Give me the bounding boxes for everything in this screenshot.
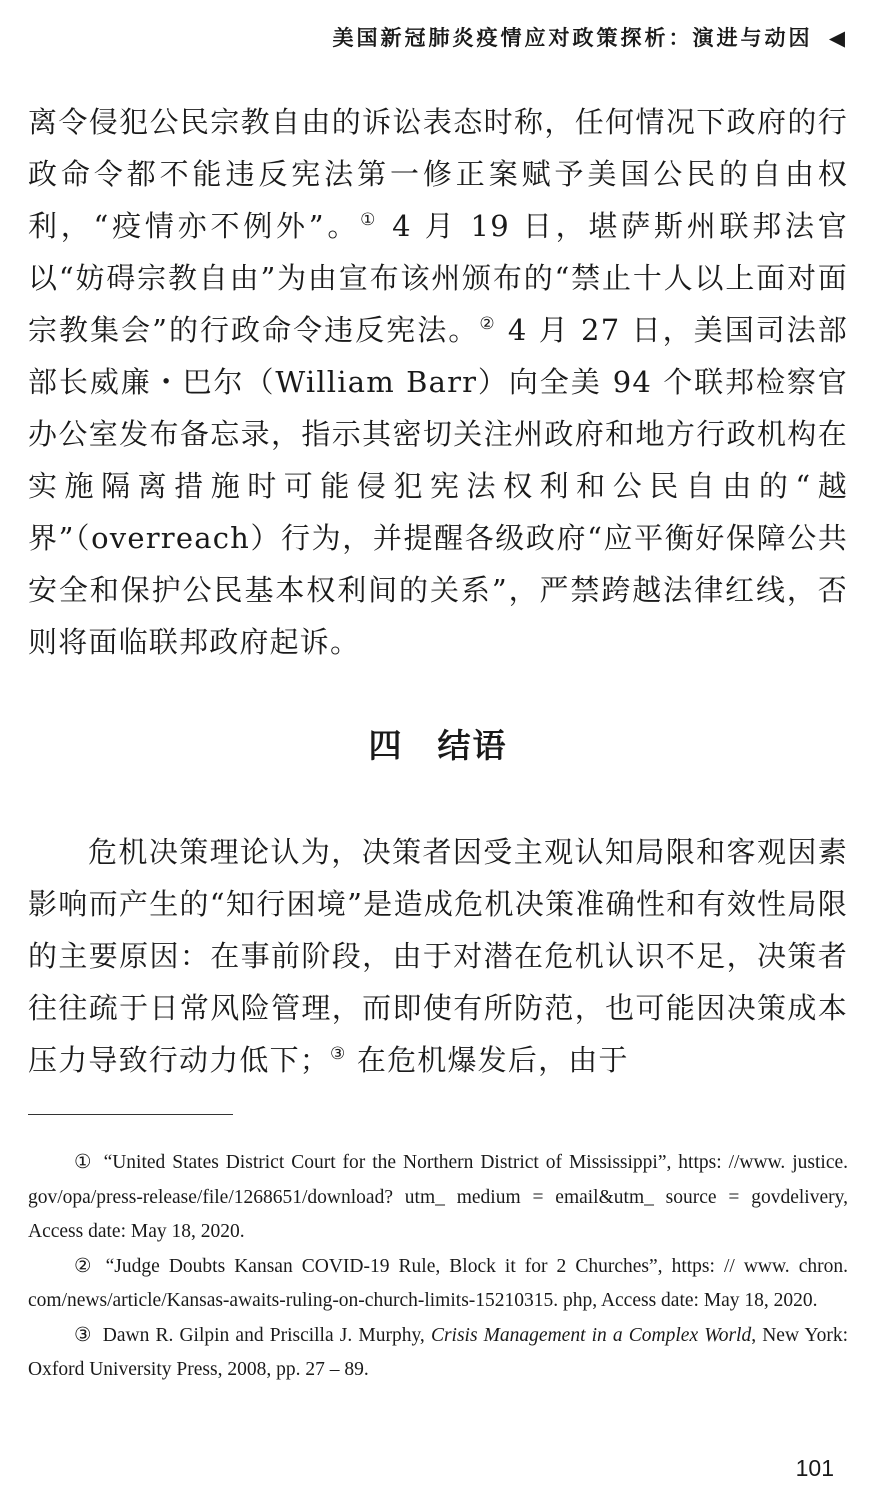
paragraph-text: 4 月 19 日，堪萨斯州联邦法官以“妨碍宗教自由”为由宣布该州颁布的“禁止十人以上面对面宗教集会”的行政命令违反宪法。 bbox=[28, 209, 848, 347]
paragraph-text: 在危机爆发后，由于 bbox=[346, 1043, 629, 1077]
footnote-text: Dawn R. Gilpin and Priscilla J. Murphy, bbox=[102, 1324, 431, 1346]
footnote-number: ③ bbox=[74, 1324, 93, 1346]
footnote-1 bbox=[28, 1146, 848, 1250]
running-header-title: 美国新冠肺炎疫情应对政策探析：演进与动因 bbox=[332, 26, 813, 50]
paragraph-text: 危机决策理论认为，决策者因受主观认知局限和客观因素影响而产生的“知行困境”是造成危机决策准确性和有效性局限的主要原因：在事前阶段，由于对潜在危机认识不足，决策者往往疏于日常风险管理，而即使有所防范，也可能因决策成本压力导致行动力低下； bbox=[28, 835, 848, 1077]
section-title: 结语 bbox=[437, 726, 508, 765]
footnote-3 bbox=[28, 1319, 848, 1388]
footnote-2 bbox=[28, 1250, 848, 1319]
footnote-divider bbox=[28, 1114, 233, 1115]
footnote-number: ① bbox=[74, 1152, 94, 1173]
section-number: 四 bbox=[368, 726, 404, 765]
footnote-ref-1[interactable]: ① bbox=[360, 210, 380, 230]
footnote-ref-3[interactable]: ③ bbox=[330, 1044, 347, 1064]
footnote-text: , New York: Oxford University Press, 2008, pp. 27 – 89. bbox=[28, 1324, 848, 1380]
page-number: 101 bbox=[795, 1455, 834, 1481]
running-header bbox=[333, 22, 848, 52]
paragraph-text: 离令侵犯公民宗教自由的诉讼表态时称，任何情况下政府的行政命令都不能违反宪法第一修正案赋予美国公民的自由权利，“疫情亦不例外”。 bbox=[28, 105, 848, 243]
book-title: Crisis Management in a Complex World bbox=[430, 1324, 752, 1346]
footnote-number: ② bbox=[74, 1255, 96, 1277]
footnotes bbox=[28, 1146, 848, 1388]
footnote-text: “Judge Doubts Kansan COVID-19 Rule, Block it for 2 Churches”, https: // www. chron. com/news/article/Kansas-awaits-ruling-on-church-limits-15210315. php, Access date: May 18, 2020. bbox=[28, 1255, 848, 1311]
body-paragraph-1 bbox=[28, 96, 848, 668]
footnote-text: “United States District Court for the Northern District of Mississippi”, https: //www. justice. gov/opa/press-release/file/1268651/download? utm_ medium = email&utm_ source = govdelivery, Access date: May 18, 2020. bbox=[28, 1152, 849, 1242]
triangle-left-icon: ◀ bbox=[828, 26, 848, 50]
section-heading bbox=[0, 720, 876, 767]
paragraph-text: 4 月 27 日，美国司法部部长威廉・巴尔（William Barr）向全美 94 个联邦检察官办公室发布备忘录，指示其密切关注州政府和地方行政机构在实施隔离措施时可能侵犯宪法权利和公民自由的“越界”（overreach）行为，并提醒各级政府“应平衡好保障公共安全和保护公民基本权利间的关系”，严禁跨越法律红线，否则将面临联邦政府起诉。 bbox=[28, 313, 848, 659]
body-paragraph-2 bbox=[28, 826, 848, 1086]
footnote-ref-2[interactable]: ② bbox=[479, 314, 497, 334]
